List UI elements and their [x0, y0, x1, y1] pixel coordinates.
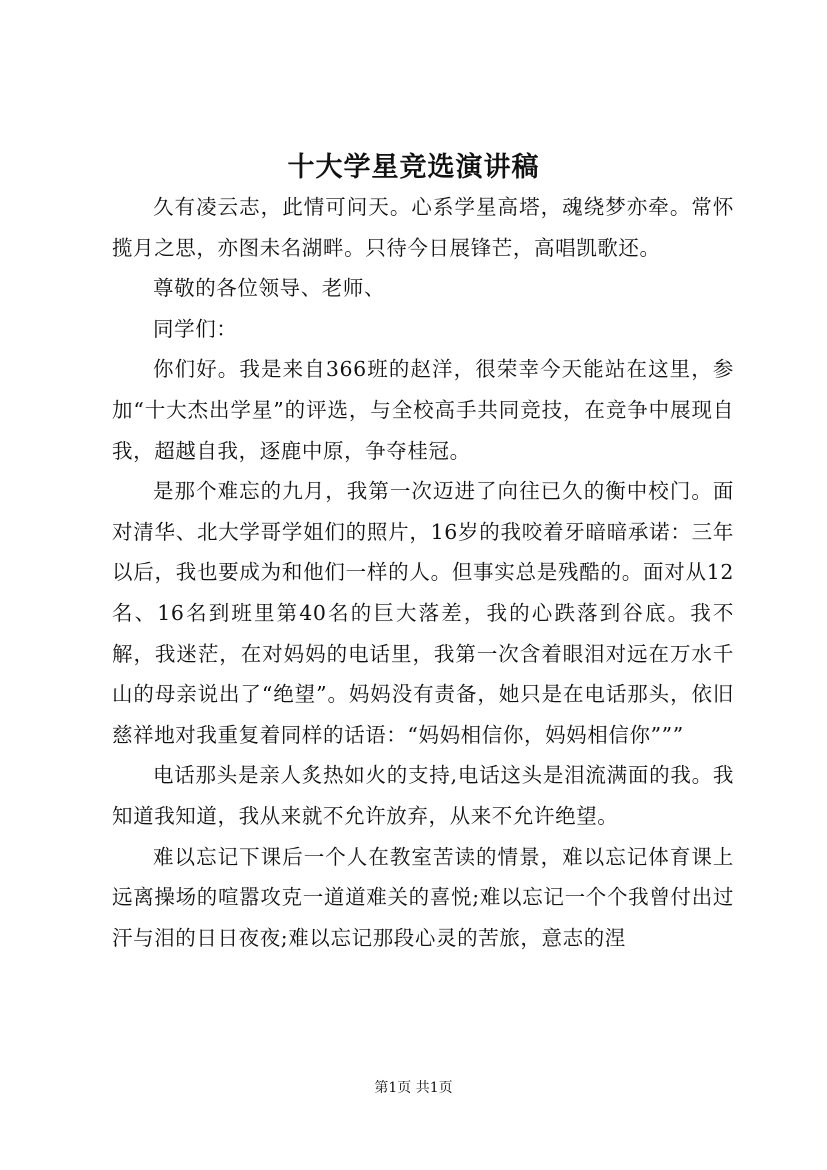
paragraph-unforgettable: 难以忘记下课后一个人在教室苦读的情景，难以忘记体育课上远离操场的喧嚣攻克一道道难关的喜悦;难以忘记一个个我曾付出过汗与泪的日日夜夜;难以忘记那段心灵的苦旅，意志的涅 [112, 844, 734, 950]
paragraph-opening-poem: 久有凌云志，此情可问天。心系学星高塔，魂绕梦亦牵。常怀揽月之思，亦图未名湖畔。只待今日展锋芒，高唱凯歌还。 [112, 195, 734, 260]
paragraph-september-memory: 是那个难忘的九月，我第一次迈进了向往已久的衡中校门。面对清华、北大学哥学姐们的照片，16岁的我咬着牙暗暗承诺：三年以后，我也要成为和他们一样的人。但事实总是残酷的。面对从12名、16名到班里第40名的巨大落差，我的心跌落到谷底。我不解，我迷茫，在对妈妈的电话里，我第一次含着眼泪对远在万水千山的母亲说出了“绝望”。妈妈没有责备，她只是在电话那头，依旧慈祥地对我重复着同样的话语：“妈妈相信你，妈妈相信你””” [112, 479, 734, 747]
paragraph-phone-call: 电话那头是亲人炙热如火的支持,电话这头是泪流满面的我。我知道我知道，我从来就不允许放弃，从来不允许绝望。 [112, 763, 734, 828]
document-body [112, 187, 734, 958]
paragraph-salutation: 尊敬的各位领导、老师、 [153, 276, 386, 301]
paragraph-introduction: 你们好。我是来自366班的赵洋，很荣幸今天能站在这里，参加“十大杰出学星”的评选，与全校高手共同竞技，在竞争中展现自我，超越自我，逐鹿中原，争夺桂冠。 [112, 357, 734, 463]
paragraph-salutation-students: 同学们： [153, 316, 238, 341]
document-title: 十大学星竞选演讲稿 [287, 152, 540, 183]
page-number-footer: 第1页 共1页 [374, 1080, 453, 1096]
